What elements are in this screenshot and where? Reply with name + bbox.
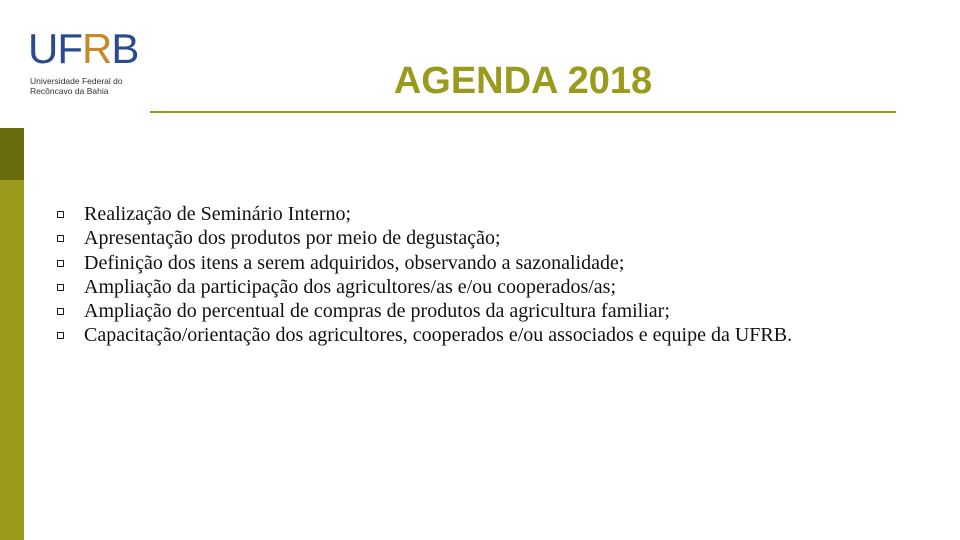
- agenda-item-text: Capacitação/orientação dos agricultores, cooperados e/ou associados e equipe da UFRB.: [84, 324, 793, 347]
- hollow-square-icon: [57, 308, 64, 315]
- agenda-item-text: Ampliação da participação dos agricultores/as e/ou cooperados/as;: [84, 275, 617, 298]
- agenda-list: [54, 202, 914, 348]
- hollow-square-icon: [57, 211, 64, 218]
- agenda-item: [54, 299, 914, 323]
- sidebar-accent-light: [0, 180, 24, 540]
- sidebar-accent-dark: [0, 128, 24, 180]
- logo-subtitle-line2: Recôncavo da Bahia: [30, 86, 109, 96]
- agenda-item: [54, 323, 914, 347]
- page-title: AGENDA 2018: [393, 60, 653, 102]
- agenda-item-text: Apresentação dos produtos por meio de degustação;: [84, 227, 501, 250]
- agenda-item: [54, 226, 914, 250]
- logo-subtitle: [30, 76, 123, 96]
- hollow-square-icon: [57, 260, 64, 267]
- hollow-square-icon: [57, 284, 64, 291]
- logo-subtitle-line1: Universidade Federal do: [30, 76, 123, 86]
- logo-mark-right: B: [111, 25, 139, 72]
- logo-mark-accent: R: [82, 25, 112, 72]
- logo-mark: [28, 25, 139, 72]
- title-underline: [150, 111, 896, 113]
- hollow-square-icon: [57, 332, 64, 339]
- ufrb-logo: [28, 25, 139, 100]
- agenda-item-text: Realização de Seminário Interno;: [84, 203, 352, 225]
- logo-mark-left: UF: [28, 25, 82, 72]
- agenda-item: [54, 251, 914, 275]
- agenda-item: [54, 275, 914, 299]
- agenda-item-text: Ampliação do percentual de compras de produtos da agricultura familiar;: [84, 300, 670, 323]
- agenda-item: [54, 202, 914, 226]
- agenda-item-text: Definição dos itens a serem adquiridos, observando a sazonalidade;: [84, 251, 625, 274]
- hollow-square-icon: [57, 235, 64, 242]
